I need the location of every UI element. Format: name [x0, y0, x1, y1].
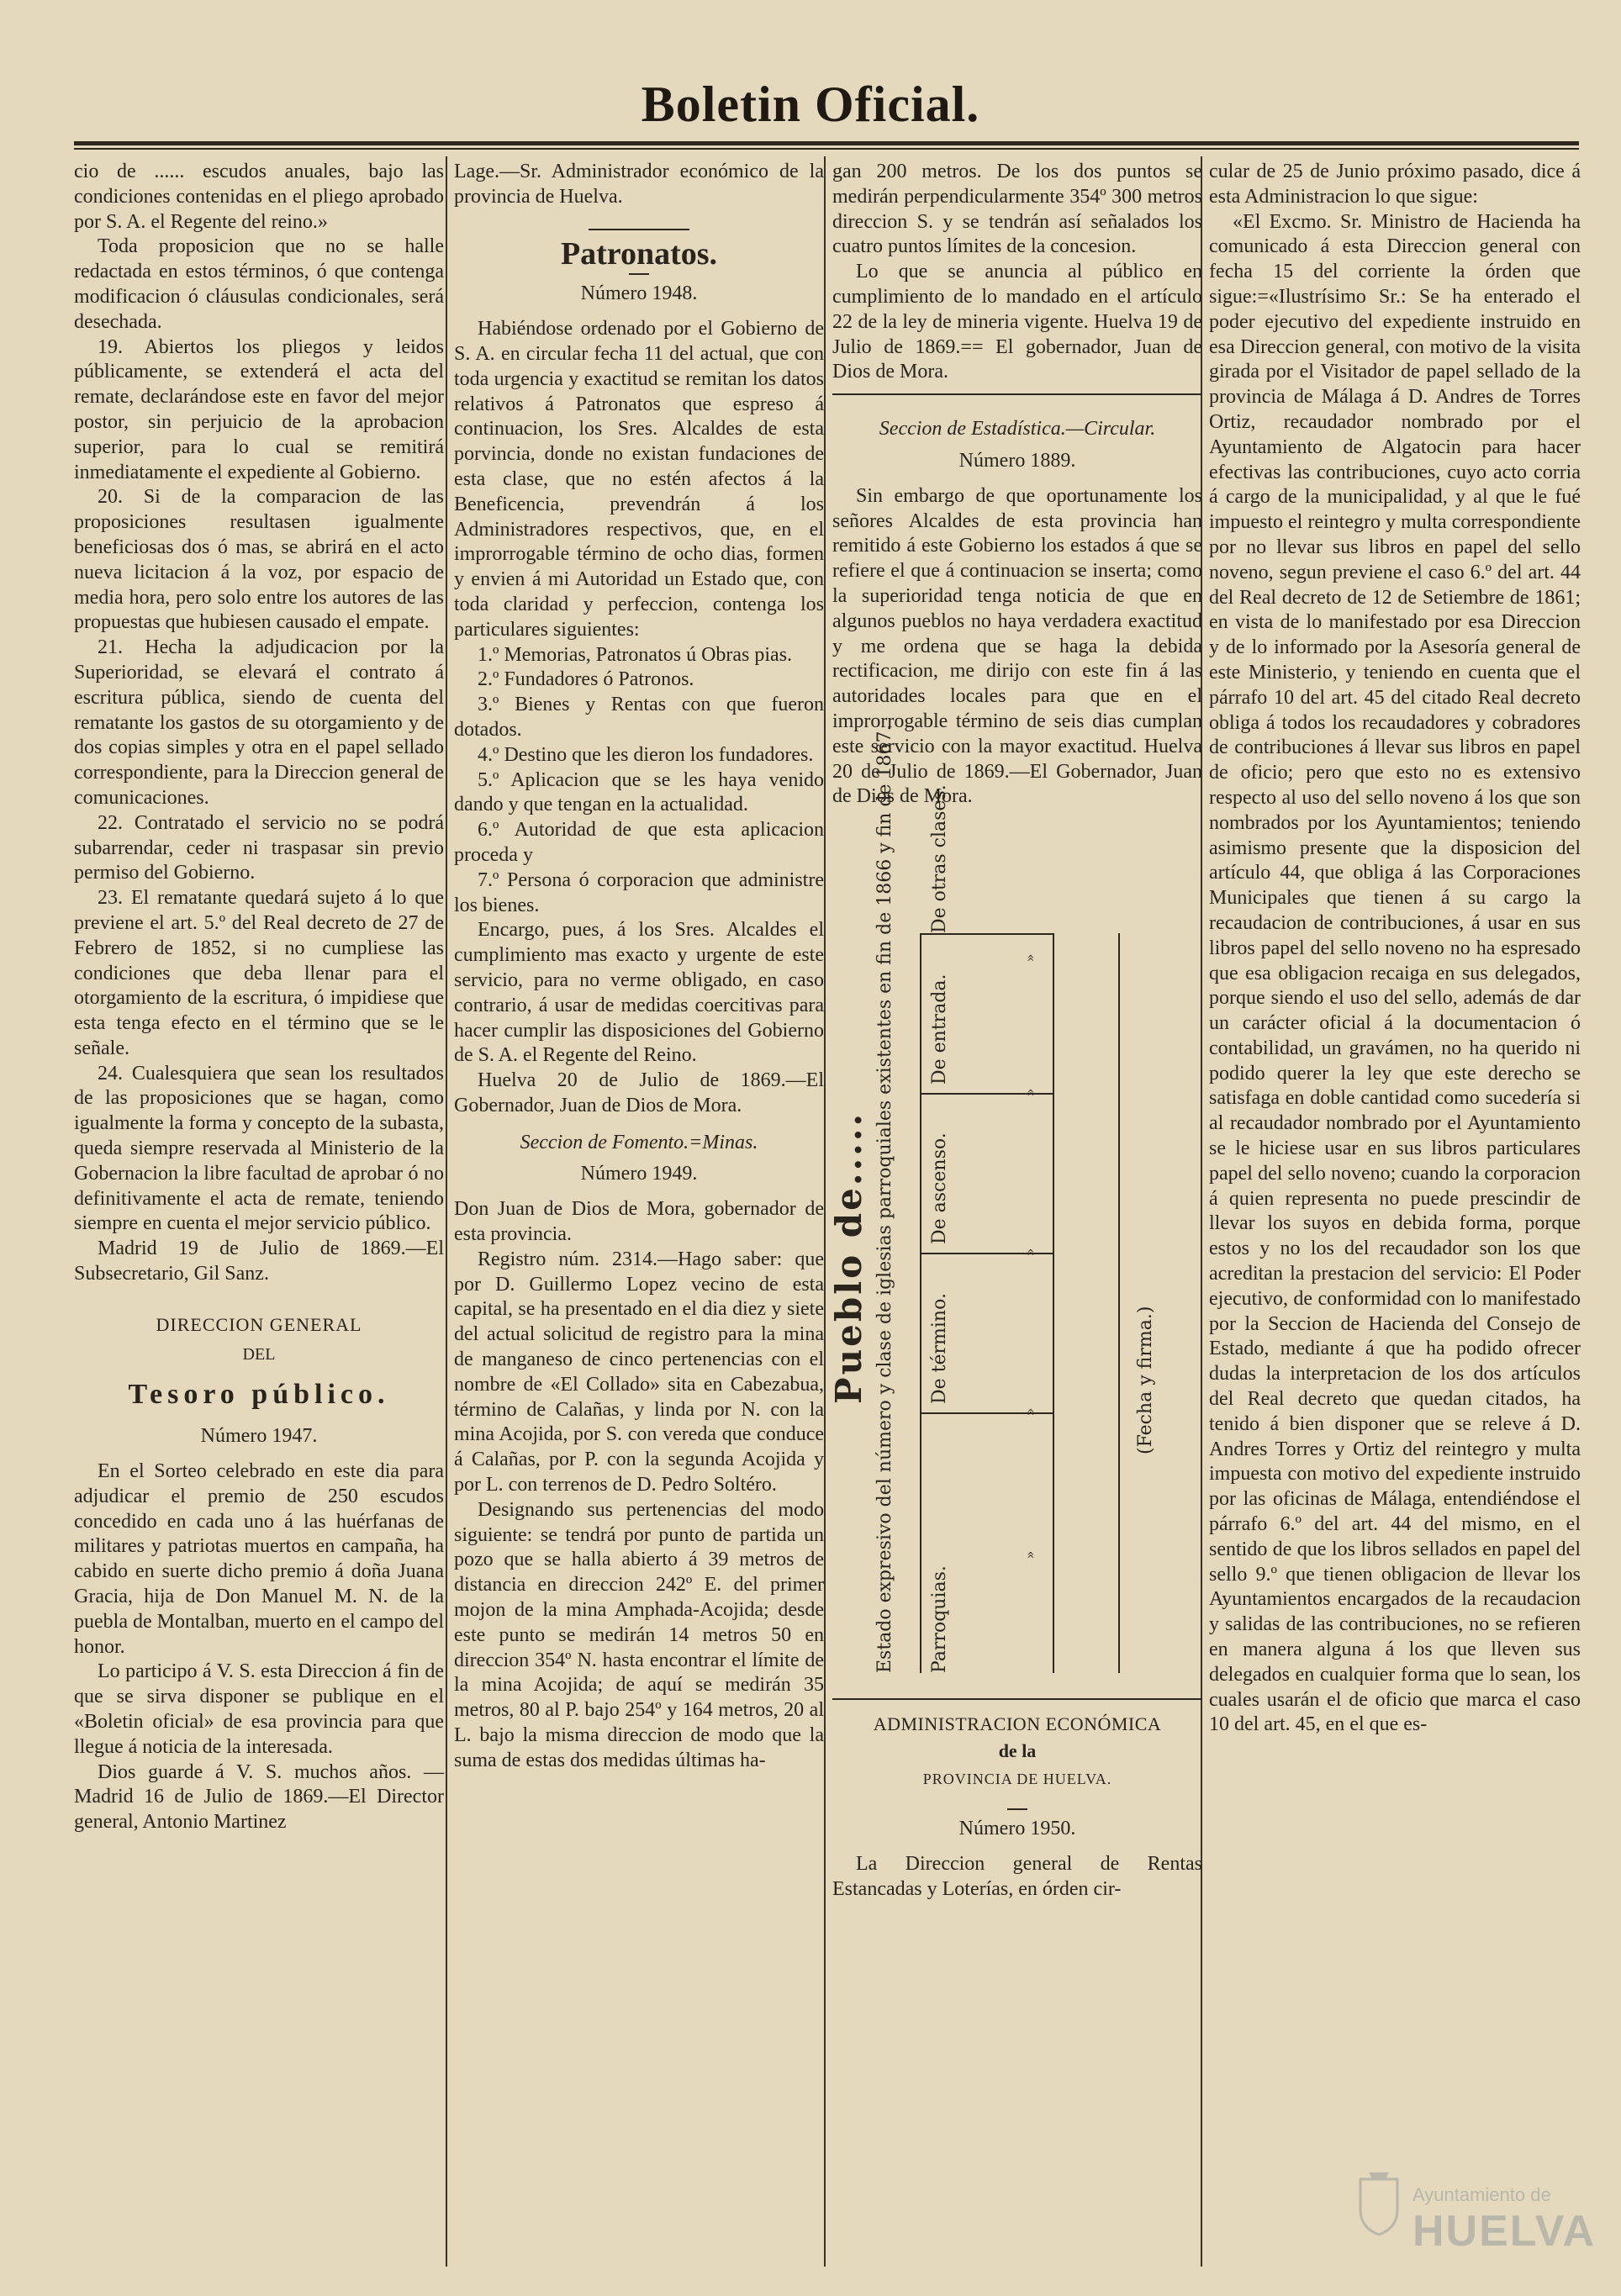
paragraph: Encargo, pues, á los Sres. Alcaldes el cumplimiento mas exacto y urgente de este servicio, para no verme obligado, en caso contrario, á usar de medidas coercitivas para hacer cumplir las disposiciones del Gobierno de S. A. el Regente del Reino. [454, 919, 824, 1067]
form-column-header: De término. [929, 1293, 950, 1404]
section-heading: PROVINCIA DE HUELVA. [922, 1770, 1112, 1787]
section-title: Patronatos. [560, 235, 718, 272]
signature-line: Huelva 20 de Julio de 1869.—El Gobernador, Juan de Dios de Mora. [454, 1069, 824, 1116]
column-divider [824, 156, 826, 2267]
paragraph: Sin embargo de que oportunamente los señores Alcaldes de esta provincia han remitido á este Gobierno los estados á que se refiere el que á continuacion se inserta; como la superioridad tenga noticia de que en algunos pueblos no haya verdadera exactitud y me ordena que se haga la debida rectificacion, me dirijo con este fin á las autoridades locales para que en el improrrogable término de seis dias cumplan este servicio con la mayor exactitud. Huelva 20 de Julio de 1869.—El Gobernador, Juan de Dios de Mora. [832, 484, 1202, 808]
paragraph: Habiéndose ordenado por el Gobierno de S. A. en circular fecha 11 del actual, que con toda urgencia y exactitud se remitan los datos relativos á Patronatos que espreso á continuacion, los Sres. Alcaldes de esta porvincia, donde no existan fundaciones de esta clase, que no estén afectos á la Beneficencia, prevendrán á los Administradores respectivos, que, en el improrrogable término de ocho dias, formen y envien á mi Autoridad un Estado que, con toda claridad y perfeccion, contenga los particulares siguientes: [454, 318, 824, 641]
list-item: 2.º Fundadores ó Patronos. [478, 668, 694, 691]
title-rule [1007, 1808, 1027, 1810]
column-3-bottom [832, 1690, 1202, 1903]
statistics-form [828, 725, 1194, 1681]
section-heading-connector: DEL [242, 1344, 276, 1364]
notice-number: Número 1950. [958, 1818, 1076, 1840]
paragraph: 23. El rematante quedará sujeto á lo que previene el art. 5.º del Real decreto de 27 de Febrero de 1852, si no cumpliese las condiciones que deba llenar para el otorgamiento de la escritura, ó impidiese que esta tenga efecto en el término que se le señale. [74, 887, 444, 1059]
notice-number: Número 1947. [200, 1425, 318, 1448]
section-heading-connector: de la [998, 1739, 1037, 1761]
notice-number: Número 1889. [958, 449, 1076, 472]
form-town-field: Pueblo de..... [828, 1111, 869, 1404]
watermark-text: Ayuntamiento de [1412, 2184, 1551, 2205]
masthead-title: Boletin Oficial. [641, 77, 980, 132]
ditto-mark: » [1022, 1248, 1038, 1257]
paragraph: 22. Contratado el servicio no se podrá subarrendar, ceder ni traspasar sin previo permiso del Gobierno. [74, 811, 444, 884]
paragraph: Registro núm. 2314.—Hago saber: que por D. Guillermo Lopez vecino de esta capital, se ha presentado en el dia diez y siete del actual solicitud de registro para la mina de manganeso de cinco pertenencias con el nombre de «El Collado» sita en Cabezabua, término de Calañas, y linda por N. con la mina Acojida, por S. con vereda que conduce á Calañas, por P. con la segunda Acojida y por L. con terrenos de D. Pedro Soltéro. [454, 1248, 824, 1496]
paragraph: 24. Cualesquiera que sean los resultados de las proposiciones que se hagan, como igualmente la forma y concepto de la subasta, queda siempre reservada al Ministerio de la Gobernacion la libre facultad de aprobar ó no definitivamente el acta de remate, teniendo siempre en cuenta el mejor servicio público. [74, 1062, 444, 1235]
paragraph: cio de ...... escudos anuales, bajo las condiciones contenidas en el pliego aprobado por S. A. el Regente del reino.» [74, 161, 444, 233]
header-rule [74, 141, 1579, 145]
column-1 [74, 160, 444, 1835]
paragraph: 21. Hecha la adjudicacion por la Superioridad, se elevará el contrato á escritura pública, siendo de cuenta del rematante los gastos de su otorgamiento y de dos copias simples y otra en el papel sellado correspondiente, para la Direccion general de comunicaciones. [74, 636, 444, 809]
paragraph: 19. Abiertos los pliegos y leidos públicamente, se extenderá el acta del remate, declarándose este en favor del mejor postor, sin perjuicio de la aprobacion superior, para lo cual se remitirá inmediatamente el expediente al Gobierno. [74, 335, 444, 483]
paragraph: «El Excmo. Sr. Ministro de Hacienda ha comunicado á esta Direccion general con fecha 15 del corriente la órden que sigue:=«Ilustrísimo Sr.: Se ha enterado el poder ejecutivo del expediente instruido en esa Direccion general, con motivo de la visita girada por el Visitador de papel sellado de la provincia de Málaga á D. Andres de Torres Ortiz, recaudador nombrado por el Ayuntamiento de Algatocin para hacer efectivas las contribuciones, cuyo acto corria á cargo de la municipalidad, y al que le fué impuesto el reintegro y multa correspondiente por no llevar sus libros en papel del sello noveno, segun previene el caso 6.º del art. 44 del Real decreto de 12 de Setiembre de 1861; en vista de lo manifestado por esa Direccion y de lo informado por la Asesoría general de este Ministerio, y teniendo en cuenta que el párrafo 10 del art. 45 del citado Real decreto obliga á todos los recaudadores y cobradores de contribuciones á llevar sus libros en papel de oficio; pero que esto no es extensivo respecto al uso del sello noveno á los que son nombrados por los Ayuntamientos; teniendo asimismo presente que la disposicion del artículo 44, que obliga á las Corporaciones Municipales que tienen á su cargo la recaudacion de contribuciones, á usar en sus libros papel del sello noveno no ha espresado que esa obligacion recaiga en sus delegados, porque siendo el uso del sello, además de dar un carácter oficial á la documentacion ó contabilidad, un gravámen, no ha querido ni podido querer la ley que este derecho se satisfaga en doble cantidad como sucedería si al recaudador nombrado por el Ayuntamiento se le hiciese usar en sus libros particulares papel del sello noveno; cuando la corporacion á quien representa no puede prescindir de llevar los suyos en debida forma, porque estos y no los del recaudador son los que acreditan la prestacion del servicio: El Poder ejecutivo, de conformidad con lo manifestado por la Seccion de Hacienda del Consejo de Estado, mediante á que ha podido ofrecer dudas la interpretacion de los dos artículos del Real decreto que quedan citados, ha tenido á bien disponer que se releve á D. Andres Torres y Ortiz del reintegro y multa impuesta con motivo del expediente instruido por las oficinas de Málaga, entendiéndose el párrafo 6.º del art. 44 del mismo, en el sentido de que los libros sellados en papel del sello 9.º que tienen obligacion de llevar los Ayuntamientos encargados de la recaudacion y salidas de las contribuciones, no se refieren en manera alguna á los que lleven sus delegados en cualquier forma que lo sean, los cuales usarán el de oficio que marca el caso 10 del art. 45, en el que es- [1209, 210, 1581, 1736]
paragraph: Lo participo á V. S. esta Direccion á fin de que se sirva disponer se publique en el «Boletin oficial» de esa provincia para que llegue á noticia de la interesada. [74, 1660, 444, 1758]
notice-number: Número 1948. [580, 282, 698, 305]
section-heading: DIRECCION GENERAL [156, 1313, 362, 1335]
paragraph: En el Sorteo celebrado en este dia para adjudicar el premio de 250 escudos concedido en cada uno á las huérfanas de militares y patriotas muertos en campaña, ha cabido en suerte dicho premio á doña Juana Gracia, hija de Don Manuel M. N. de la puebla de Montalban, muerto en el campo del honor. [74, 1460, 444, 1658]
watermark-text: HUELVA [1412, 2207, 1597, 2256]
list-item: 4.º Destino que les dieron los fundadores. [478, 743, 814, 766]
coat-of-arms-icon [1354, 2169, 1404, 2236]
column-2 [454, 160, 824, 1774]
section-subtitle: Seccion de Fomento.=Minas. [520, 1131, 758, 1153]
form-column-header: De entrada. [929, 974, 950, 1085]
title-rule [629, 273, 649, 275]
archive-watermark [1354, 2169, 1597, 2270]
form-rule [1118, 933, 1120, 1673]
paragraph: Designando sus pertenencias del modo siguiente: se tendrá por punto de partida un pozo que se halla abierto á 39 metros de distancia en direccion 242º E. del primer mojon de la mina Amphada-Acojida; desde este punto se medirán 14 metros 50 en direccion 354º N. hasta encontrar el límite de la mina Acojida; de aquí se medirán 35 metros, 80 al P. bajo 254º y 164 metros, 20 al L. bajo la misma direccion de modo que la suma de estas dos medidas últimas ha- [454, 1498, 824, 1771]
list-item: 3.º Bienes y Rentas con que fueron dotados. [454, 694, 824, 741]
section-rule [589, 229, 689, 230]
list-item: 6.º Autoridad de que esta aplicacion proceda y [454, 819, 824, 866]
column-divider [446, 156, 447, 2267]
list-item: 1.º Memorias, Patronatos ú Obras pias. [478, 643, 793, 666]
paragraph: Dios guarde á V. S. muchos años. —Madrid 16 de Julio de 1869.—El Director general, Antonio Martinez [74, 1760, 444, 1834]
notice-number: Número 1949. [580, 1163, 698, 1185]
paragraph: gan 200 metros. De los dos puntos se medirán perpendicularmente 354º 300 metros direccion S. y se tendrán así señalados los cuatro puntos límites de la concesion. [832, 161, 1202, 258]
column-3 [832, 160, 1202, 810]
paragraph: Toda proposicion que no se halle redactada en estos términos, ó que contenga modificacion ó cláusulas condicionales, será desechada. [74, 235, 444, 333]
paragraph: 20. Si de la comparacion de las proposiciones resultasen igualmente beneficiosas dos ó mas, se abrirá en el acto nueva licitacion á la voz, por espacio de media hora, pero solo entre los autores de las propuestas que hubiesen causado el empate. [74, 486, 444, 634]
form-rule [920, 933, 921, 1673]
form-signature-field: (Fecha y firma.) [1135, 1306, 1156, 1454]
ditto-mark: » [1022, 1088, 1038, 1097]
section-title: Tesoro público. [128, 1379, 390, 1411]
form-title: Estado expresivo del número y clase de iglesias parroquiales existentes en fin de 1866 y fin de 1867. [874, 725, 895, 1673]
form-column-header: Parroquias. [929, 1565, 950, 1673]
ditto-mark: » [1022, 1550, 1038, 1560]
list-item: 5.º Aplicacion que se les haya venido dando y que tengan en la actualidad. [454, 768, 824, 816]
form-rule [1053, 933, 1054, 1673]
paragraph: cular de 25 de Junio próximo pasado, dice á esta Administracion lo que sigue: [1209, 161, 1581, 208]
form-column-header: De otras clases. [929, 784, 950, 933]
form-column-header: De ascenso. [929, 1132, 950, 1244]
section-subtitle: Seccion de Estadística.—Circular. [879, 418, 1156, 441]
form-rule [920, 933, 1053, 935]
paragraph: Lage.—Sr. Administrador económico de la provincia de Huelva. [454, 161, 824, 208]
column-4 [1209, 160, 1581, 1738]
paragraph: Lo que se anuncia al público en cumplimiento de lo mandado en el artículo 22 de la ley de mineria vigente. Huelva 19 de Julio de 1869.== El gobernador, Juan de Dios de Mora. [832, 261, 1202, 383]
paragraph: La Direccion general de Rentas Estancadas y Loterías, en órden cir- [832, 1853, 1202, 1900]
paragraph: Don Juan de Dios de Mora, gobernador de esta provincia. [454, 1198, 824, 1246]
list-item: 7.º Persona ó corporacion que administre los bienes. [454, 868, 824, 916]
section-heading: ADMINISTRACION ECONÓMICA [873, 1713, 1162, 1734]
ditto-mark: » [1022, 953, 1038, 963]
ditto-mark: » [1022, 1407, 1038, 1417]
signature-line: Madrid 19 de Julio de 1869.—El Subsecretario, Gil Sanz. [74, 1238, 444, 1285]
header-rule-thin [74, 148, 1579, 150]
